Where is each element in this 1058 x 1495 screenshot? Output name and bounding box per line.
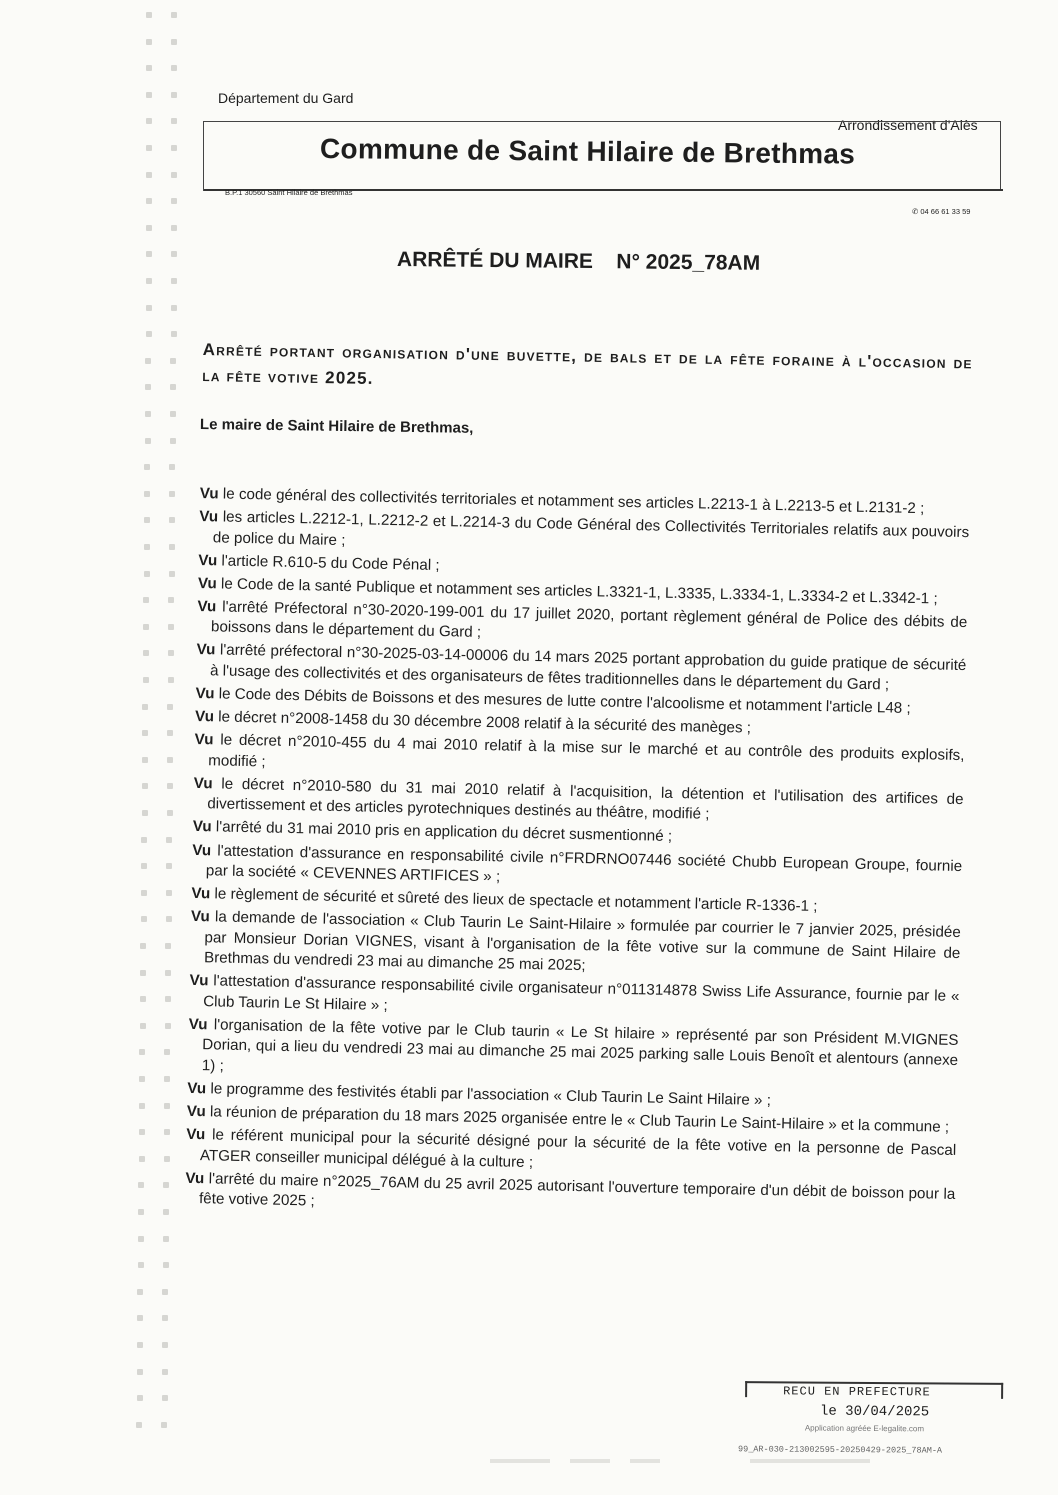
binding-hole	[171, 145, 177, 151]
visa-text: l'arrêté préfectoral n°30-2025-03-14-00006 du 14 mars 2025 portant approbation du guide pratique de sécurité à l'usage des collectivités et des organisateurs de fêtes traditionnelles dans le département du Gard ;	[209, 641, 967, 694]
visa-prefix: Vu	[199, 484, 219, 503]
binding-hole	[146, 65, 152, 71]
visa-prefix: Vu	[189, 972, 209, 990]
binding-hole	[165, 943, 171, 949]
binding-hole	[170, 358, 176, 364]
visa-prefix: Vu	[195, 685, 215, 703]
binding-hole	[171, 172, 177, 178]
binding-hole	[164, 1156, 170, 1162]
binding-hole	[142, 704, 148, 710]
binding-hole	[169, 544, 175, 550]
binding-hole	[137, 1315, 143, 1321]
binding-hole	[166, 916, 172, 922]
binding-hole	[165, 970, 171, 976]
binding-hole	[144, 517, 150, 523]
binding-hole	[161, 1422, 167, 1428]
decree-subject: Arrêté portant organisation d'une buvette, de bals et de la fête foraine à l'occasion de la fête votive 2025.	[202, 339, 973, 388]
binding-hole	[171, 118, 177, 124]
binding-hole	[166, 837, 172, 843]
binding-hole	[166, 863, 172, 869]
visa-text: le référent municipal pour la sécurité désigné pour la sécurité de la fête votive en la personne de Pascal ATGER conseiller municipal délégué à la culture ;	[199, 1126, 957, 1171]
binding-hole	[168, 677, 174, 683]
binding-hole	[163, 1209, 169, 1215]
binding-hole	[168, 624, 174, 630]
visa-text: le règlement de sécurité et sûreté des lieux de spectacle et notamment l'article R-1336-1 ;	[214, 885, 818, 916]
binding-hole	[137, 1395, 143, 1401]
visa-text: l'arrêté Préfectoral n°30-2020-199-001 du 17 juillet 2020, portant règlement général de Police des débits de boissons dans le département du Gard ;	[210, 598, 968, 642]
visa-text: les articles L.2212-1, L.2212-2 et L.2214-3 du Code Général des Collectivités Territoriales relatifs aux pouvoirs de police du Maire ;	[212, 508, 970, 549]
binding-hole	[139, 1049, 145, 1055]
visa-text: l'arrêté du 31 mai 2010 pris en application du décret susmentionné ;	[215, 818, 673, 846]
binding-hole	[136, 1422, 142, 1428]
binding-hole	[146, 305, 152, 311]
visa-text: l'arrêté du maire n°2025_76AM du 25 avril 2025 autorisant l'ouverture temporaire d'un débit de boisson pour la fête votive 2025 ;	[198, 1170, 956, 1210]
binding-hole	[169, 517, 175, 523]
visa-text: l'attestation d'assurance en responsabilité civile n°FRDRNO07446 société Chubb European Groupe, fournie par la société « CEVENNES ARTIFICES » ;	[205, 841, 963, 886]
binding-hole	[171, 198, 177, 204]
visa-text: le code général des collectivités territoriales et notamment ses articles L.2213-1 à L.2213-5 et L.2131-2 ;	[222, 485, 925, 518]
binding-hole	[138, 1209, 144, 1215]
binding-hole	[143, 650, 149, 656]
visa-text: l'article R.610-5 du Code Pénal ;	[221, 552, 440, 574]
binding-hole	[145, 358, 151, 364]
binding-hole	[139, 1129, 145, 1135]
binding-hole	[145, 438, 151, 444]
visa-prefix: Vu	[197, 597, 217, 616]
visa-prefix: Vu	[199, 508, 219, 526]
binding-hole	[146, 198, 152, 204]
binding-hole	[164, 1129, 170, 1135]
binding-hole	[171, 92, 177, 98]
binding-hole	[167, 757, 173, 763]
binding-hole	[141, 916, 147, 922]
visa-prefix: Vu	[188, 1015, 208, 1034]
visa-prefix: Vu	[187, 1079, 207, 1098]
binding-hole	[142, 730, 148, 736]
binding-hole	[140, 970, 146, 976]
binding-hole	[146, 278, 152, 284]
binding-hole	[171, 305, 177, 311]
binding-hole	[167, 810, 173, 816]
binding-hole	[145, 384, 151, 390]
binding-hole	[146, 251, 152, 257]
binding-hole	[168, 597, 174, 603]
binding-hole	[140, 1023, 146, 1029]
visas-list	[185, 484, 970, 1228]
binding-hole	[169, 491, 175, 497]
binding-hole	[144, 491, 150, 497]
binding-hole	[137, 1289, 143, 1295]
binding-hole	[139, 1156, 145, 1162]
visa-text: le programme des festivités établi par l'association « Club Taurin Le Saint Hilaire » ;	[210, 1080, 772, 1110]
binding-hole	[164, 1103, 170, 1109]
binding-hole	[170, 411, 176, 417]
visa-text: le décret n°2010-580 du 31 mai 2010 relatif à l'acquisition, la détention et l'utilisation des artifices de divertissement et des articles pyrotechniques destinés au théâtre, modifié ;	[207, 775, 964, 824]
binding-hole	[145, 411, 151, 417]
binding-hole	[171, 251, 177, 257]
binding-hole	[166, 890, 172, 896]
binding-hole	[139, 1103, 145, 1109]
binding-hole	[171, 65, 177, 71]
phone-number: ✆ 04 66 61 33 59	[912, 207, 971, 216]
visa-prefix: Vu	[192, 841, 212, 859]
binding-hole	[143, 677, 149, 683]
binding-hole	[167, 783, 173, 789]
binding-hole	[163, 1236, 169, 1242]
binding-hole	[146, 118, 152, 124]
binding-hole	[142, 757, 148, 763]
binding-hole	[169, 571, 175, 577]
visa-prefix: Vu	[194, 731, 214, 749]
binding-hole	[146, 92, 152, 98]
binding-holes	[128, 0, 188, 1495]
visa-prefix: Vu	[196, 641, 216, 659]
binding-hole	[171, 12, 177, 18]
visa-prefix: Vu	[185, 1169, 205, 1188]
binding-hole	[162, 1289, 168, 1295]
binding-hole	[165, 1023, 171, 1029]
binding-hole	[171, 39, 177, 45]
binding-hole	[171, 225, 177, 231]
binding-hole	[168, 650, 174, 656]
binding-hole	[164, 1076, 170, 1082]
binding-hole	[144, 571, 150, 577]
visa-text: le Code des Débits de Boissons et des mesures de lutte contre l'alcoolisme et notamment l'article L48 ;	[218, 685, 911, 717]
postal-address: B.P.1 30560 Saint Hilaire de Brethmas	[225, 188, 353, 197]
department-label: Département du Gard	[218, 90, 354, 106]
binding-hole	[142, 783, 148, 789]
arrondissement-label: Arrondissement d'Alès	[838, 117, 978, 133]
visa-prefix: Vu	[186, 1102, 206, 1121]
binding-hole	[137, 1342, 143, 1348]
stamp-title: RECU EN PREFECTURE	[783, 1384, 931, 1400]
commune-title: Commune de Saint Hilaire de Brethmas	[319, 133, 856, 170]
binding-hole	[139, 1076, 145, 1082]
visa-prefix: Vu	[186, 1126, 206, 1144]
visa-prefix: Vu	[192, 818, 212, 836]
binding-hole	[137, 1369, 143, 1375]
binding-hole	[138, 1182, 144, 1188]
stamp-date: le 30/04/2025	[819, 1403, 930, 1421]
binding-hole	[138, 1262, 144, 1268]
binding-hole	[171, 331, 177, 337]
binding-hole	[171, 278, 177, 284]
visa-prefix: Vu	[198, 551, 218, 570]
binding-hole	[138, 1236, 144, 1242]
binding-hole	[167, 704, 173, 710]
visa-prefix: Vu	[197, 574, 217, 593]
mayor-intro: Le maire de Saint Hilaire de Brethmas,	[199, 416, 474, 437]
binding-hole	[144, 544, 150, 550]
binding-hole	[146, 225, 152, 231]
stamp-application: Application agréée E-legalite.com	[804, 1423, 925, 1434]
binding-hole	[146, 12, 152, 18]
binding-hole	[162, 1395, 168, 1401]
binding-hole	[141, 890, 147, 896]
binding-hole	[143, 624, 149, 630]
binding-hole	[163, 1182, 169, 1188]
binding-hole	[165, 996, 171, 1002]
binding-hole	[140, 996, 146, 1002]
visa-text: le décret n°2008-1458 du 30 décembre 2008 relatif à la sécurité des manèges ;	[218, 708, 752, 737]
visa-prefix: Vu	[194, 708, 215, 726]
binding-hole	[167, 730, 173, 736]
binding-hole	[162, 1342, 168, 1348]
binding-hole	[146, 39, 152, 45]
decree-label: ARRÊTÉ DU MAIRE	[396, 248, 594, 274]
decree-number: N° 2025_78AM	[616, 250, 761, 275]
binding-hole	[170, 384, 176, 390]
visa-text: la réunion de préparation du 18 mars 2025 organisée entre le « Club Taurin Le Saint-Hilaire » et la commune ;	[209, 1103, 950, 1136]
binding-hole	[170, 438, 176, 444]
decree-title	[397, 248, 760, 276]
binding-hole	[142, 810, 148, 816]
binding-hole	[143, 597, 149, 603]
binding-hole	[164, 1049, 170, 1055]
act-identifier: 99_AR-030-213002595-20250429-2025_78AM-A	[737, 1444, 943, 1456]
visa-prefix: Vu	[193, 774, 213, 793]
binding-hole	[169, 464, 175, 470]
binding-hole	[163, 1262, 169, 1268]
binding-hole	[141, 863, 147, 869]
visa-text: le Code de la santé Publique et notamment ses articles L.3321-1, L.3335, L.3334-1, L.3334-2 et L.3342-1 ;	[220, 575, 938, 608]
binding-hole	[162, 1369, 168, 1375]
visa-text: la demande de l'association « Club Taurin Le Saint-Hilaire » formulée par courrier le 7 janvier 2025, présidée par Monsieur Dorian VIGNES, visant à l'organisation de la fête votive sur la commune de Saint Hilaire de Brethmas du vendredi 23 mai au dimanche 25 mai 2025;	[203, 908, 961, 975]
binding-hole	[146, 331, 152, 337]
visa-text: le décret n°2010-455 du 4 mai 2010 relatif à la mise sur le marché et au contrôle des produits explosifs, modifié ;	[208, 731, 965, 771]
visa-prefix: Vu	[190, 908, 210, 926]
binding-hole	[146, 172, 152, 178]
visa-prefix: Vu	[191, 885, 211, 903]
prefecture-stamp	[745, 1381, 1003, 1438]
binding-hole	[144, 464, 150, 470]
visa-text: l'organisation de la fête votive par le Club taurin « Le St hilaire » représenté par son Président M.VIGNES Dorian, qui a lieu du vendredi 23 mai au dimanche 25 mai 2025 parking salle Louis Benoît et alentours (annexe 1) ;	[201, 1016, 959, 1075]
visa-text: l'attestation d'assurance responsabilité civile organisateur n°011314878 Swiss Life Assurance, fournie par le « Club Taurin Le St Hilaire » ;	[202, 972, 960, 1014]
faint-footer-marks	[490, 1455, 990, 1467]
binding-hole	[146, 145, 152, 151]
binding-hole	[140, 943, 146, 949]
binding-hole	[141, 837, 147, 843]
binding-hole	[162, 1315, 168, 1321]
